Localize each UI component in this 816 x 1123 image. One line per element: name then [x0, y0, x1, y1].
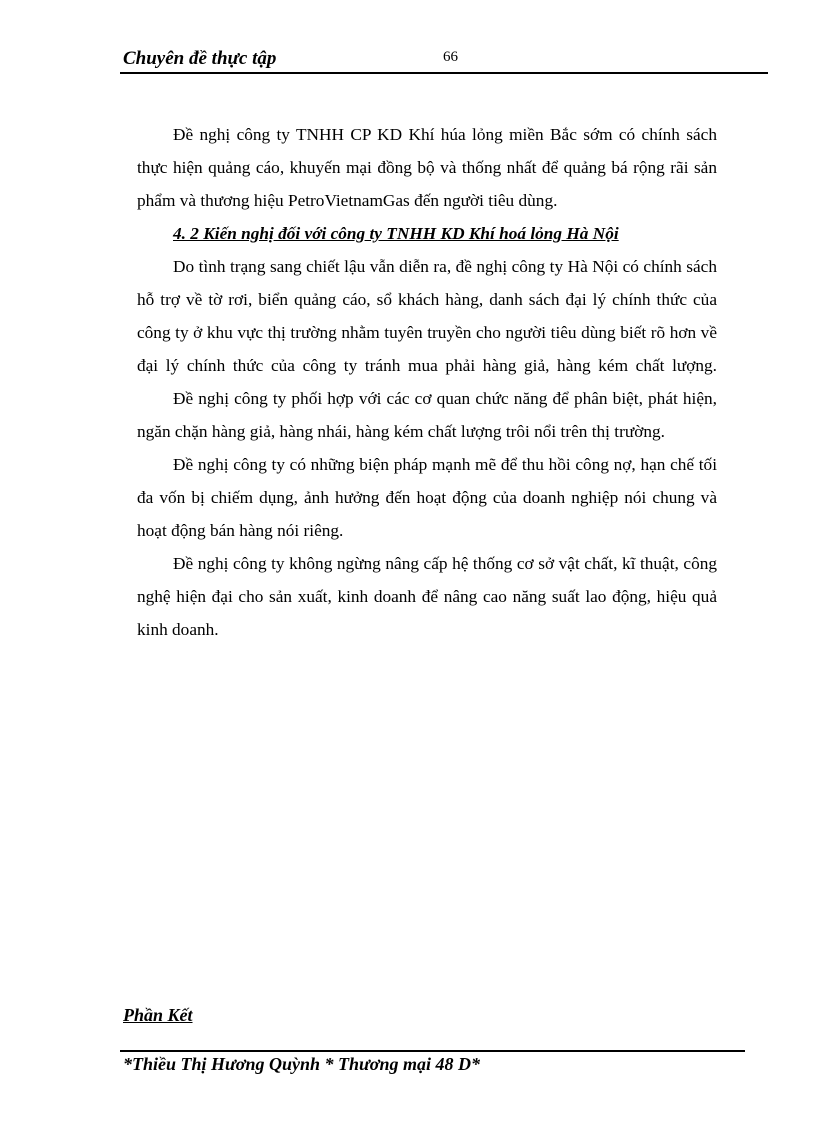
paragraph-counterfeit: Đề nghị công ty phối hợp với các cơ quan chức năng để phân biệt, phát hiện, ngăn chặn hàng giả, hàng nhái, hàng kém chất lượng trôi nổi trên thị trường.	[137, 389, 717, 441]
paragraph-debt-recovery: Đề nghị công ty có những biện pháp mạnh mẽ để thu hồi công nợ, hạn chế tối đa vốn bị chiếm dụng, ảnh hưởng đến hoạt động của doanh nghiệp nói chung và hoạt động bán hàng nói riêng.	[137, 455, 717, 540]
footer-section-label: Phần Kết	[123, 1005, 193, 1025]
paragraph-promotion: Đề nghị công ty TNHH CP KD Khí húa lỏng miền Bắc sớm có chính sách thực hiện quảng cáo, khuyến mại đồng bộ và thống nhất để quảng bá rộng rãi sản phẩm và thương hiệu PetroVietnamGas đến người tiêu dùng.	[137, 125, 717, 210]
paragraph-illegal-refilling: Do tình trạng sang chiết lậu vẫn diễn ra, đề nghị công ty Hà Nội có chính sách hỗ trợ về tờ rơi, biển quảng cáo, sổ khách hàng, danh sách đại lý chính thức của công ty ở khu vực thị trường nhằm tuyên truyền cho người tiêu dùng biết rõ hơn về đại lý chính thức của công ty tránh mua phải hàng giả, hàng kém chất lượng.	[137, 257, 717, 375]
paragraph-infrastructure: Đề nghị công ty không ngừng nâng cấp hệ thống cơ sở vật chất, kĩ thuật, công nghệ hiện đại cho sản xuất, kinh doanh để nâng cao năng suất lao động, hiệu quả kinh doanh.	[137, 554, 717, 639]
page-number: 66	[443, 49, 458, 65]
section-heading: 4. 2 Kiến nghị đối với công ty TNHH KD Khí hoá lỏng Hà Nội	[173, 224, 619, 243]
body-text	[137, 118, 717, 646]
header-title: Chuyên đề thực tập	[123, 48, 277, 69]
header-rule	[120, 72, 768, 74]
footer-rule	[120, 1050, 745, 1052]
footer-author: *Thiều Thị Hương Quỳnh * Thương mại 48 D*	[123, 1054, 480, 1074]
